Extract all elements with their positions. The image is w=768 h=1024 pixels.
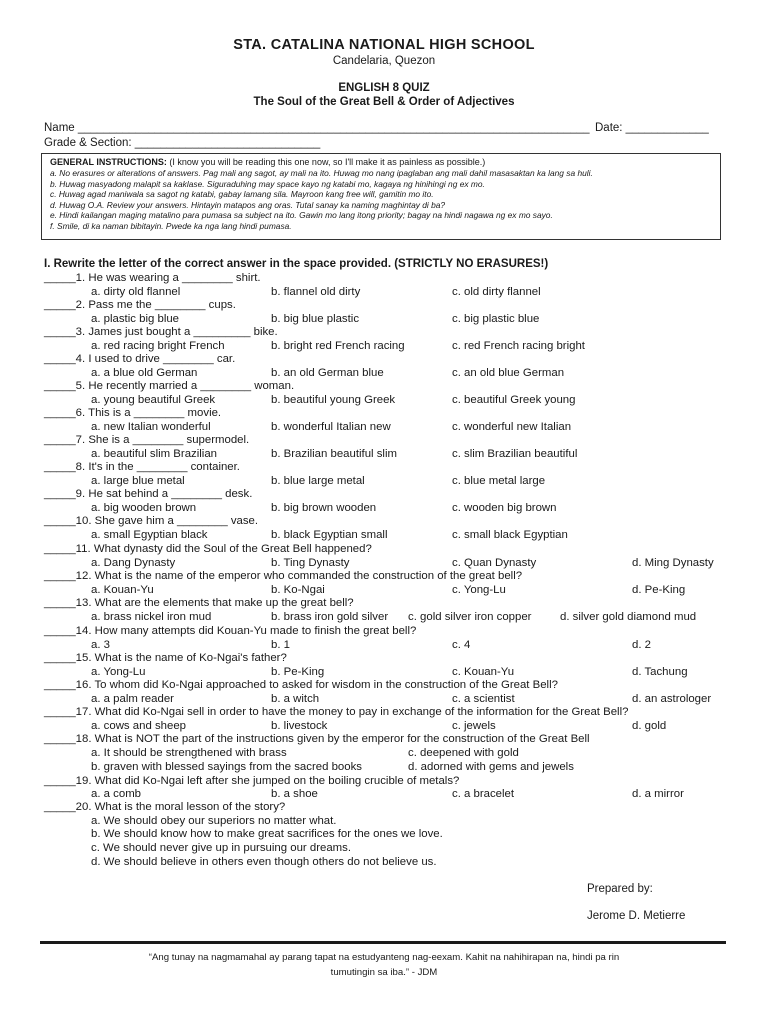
footer-divider — [40, 941, 726, 944]
q11-option-d: d. Ming Dynasty — [632, 557, 714, 569]
q10-option-c: c. small black Egyptian — [452, 529, 568, 541]
q13-option-a: a. brass nickel iron mud — [91, 611, 212, 623]
q15-option-a: a. Yong-Lu — [91, 666, 146, 678]
q1-option-c: c. old dirty flannel — [452, 286, 541, 298]
q14-option-a: a. 3 — [91, 639, 110, 651]
q13-option-b: b. brass iron gold silver — [271, 611, 389, 623]
q10-option-b: b. black Egyptian small — [271, 529, 388, 541]
q9-option-b: b. big brown wooden — [271, 502, 377, 514]
question-15: _____15. What is the name of Ko-Ngai's father? — [44, 652, 287, 664]
q6-option-a: a. new Italian wonderful — [91, 421, 211, 433]
q16-option-d: d. an astrologer — [632, 693, 712, 705]
question-2: _____2. Pass me the ________ cups. — [44, 299, 236, 311]
q2-option-a: a. plastic big blue — [91, 313, 180, 325]
q8-option-b: b. blue large metal — [271, 475, 365, 487]
q12-option-a: a. Kouan-Yu — [91, 584, 154, 596]
question-3: _____3. James just bought a _________ bike. — [44, 326, 278, 338]
instructions-box — [41, 153, 721, 240]
q3-option-b: b. bright red French racing — [271, 340, 405, 352]
q15-option-d: d. Tachung — [632, 666, 688, 678]
q20-option-a: a. We should obey our superiors no matter what. — [91, 815, 337, 827]
q4-option-a: a. a blue old German — [91, 367, 198, 379]
q12-option-c: c. Yong-Lu — [452, 584, 506, 596]
q4-option-b: b. an old German blue — [271, 367, 384, 379]
q13-option-c: c. gold silver iron copper — [408, 611, 532, 623]
q5-option-a: a. young beautiful Greek — [91, 394, 216, 406]
question-4: _____4. I used to drive ________ car. — [44, 353, 236, 365]
q8-option-c: c. blue metal large — [452, 475, 546, 487]
q11-option-a: a. Dang Dynasty — [91, 557, 176, 569]
question-10: _____10. She gave him a ________ vase. — [44, 515, 259, 527]
q6-option-b: b. wonderful Italian new — [271, 421, 391, 433]
q17-option-c: c. jewels — [452, 720, 496, 732]
footer-quote — [70, 950, 698, 980]
q3-option-c: c. red French racing bright — [452, 340, 585, 352]
q16-option-a: a. a palm reader — [91, 693, 174, 705]
q16-option-c: c. a scientist — [452, 693, 515, 705]
q8-option-a: a. large blue metal — [91, 475, 185, 487]
q16-option-b: b. a witch — [271, 693, 320, 705]
quote-line-2: tumutingin sa iba.” - JDM — [330, 967, 438, 978]
q15-option-b: b. Pe-King — [271, 666, 325, 678]
question-17: _____17. What did Ko-Ngai sell in order to have the money to pay in exchange of the information for the Great Bell? — [44, 706, 629, 718]
q18-option-b: b. graven with blessed sayings from the sacred books — [91, 761, 362, 773]
instruction-item: e. Hindi kailangan maging matalino para pumasa sa subject na ito. Gawin mo lang itong priority; bagay na hindi nagawa ng ex mo sayo. — [50, 210, 553, 221]
q11-option-b: b. Ting Dynasty — [271, 557, 350, 569]
question-14: _____14. How many attempts did Kouan-Yu made to finish the great bell? — [44, 625, 417, 637]
q20-option-d: d. We should believe in others even though others do not believe us. — [91, 856, 437, 868]
q17-option-a: a. cows and sheep — [91, 720, 186, 732]
q5-option-c: c. beautiful Greek young — [452, 394, 576, 406]
prepared-by-label: Prepared by: — [587, 883, 653, 895]
q19-option-a: a. a comb — [91, 788, 142, 800]
question-19: _____19. What did Ko-Ngai left after she jumped on the boiling crucible of metals? — [44, 775, 460, 787]
q9-option-c: c. wooden big brown — [452, 502, 557, 514]
q18-option-a: a. It should be strengthened with brass — [91, 747, 287, 759]
date-field: Date: _____________ — [595, 122, 709, 134]
q20-option-c: c. We should never give up in pursuing our dreams. — [91, 842, 352, 854]
q19-option-b: b. a shoe — [271, 788, 318, 800]
instructions-heading-line — [50, 157, 712, 168]
school-location: Candelaria, Quezon — [332, 55, 436, 67]
q18-option-d: d. adorned with gems and jewels — [408, 761, 574, 773]
question-6: _____6. This is a ________ movie. — [44, 407, 222, 419]
instruction-item: b. Huwag masyadong malapit sa kaklase. Siguraduhing may space kayo ng katabi mo, kagaya ng hinihingi ng ex mo. — [50, 178, 485, 189]
instruction-item: f. Smile, di ka naman bibitayin. Pwede ka nga lang hindi pumasa. — [50, 220, 292, 231]
q2-option-c: c. big plastic blue — [452, 313, 540, 325]
q19-option-c: c. a bracelet — [452, 788, 515, 800]
instruction-item: d. Huwag O.A. Review your answers. Hintayin matapos ang oras. Tutal sanay ka naming maghintay di ba? — [50, 199, 446, 210]
instruction-item: c. Huwag agad maniwala sa sagot ng katabi, gabay lamang sila. Mayroon kang free will, gamitin mo ito. — [50, 189, 434, 200]
q14-option-b: b. 1 — [271, 639, 290, 651]
q1-option-b: b. flannel old dirty — [271, 286, 361, 298]
instructions-heading: GENERAL INSTRUCTIONS: — [50, 157, 167, 167]
q10-option-a: a. small Egyptian black — [91, 529, 208, 541]
question-18: _____18. What is NOT the part of the instructions given by the emperor for the construction of the Great Bell — [44, 733, 590, 745]
q18-option-c: c. deepened with gold — [408, 747, 519, 759]
grade-section-field: Grade & Section: _____________________________ — [44, 137, 321, 149]
q7-option-a: a. beautiful slim Brazilian — [91, 448, 217, 460]
q2-option-b: b. big blue plastic — [271, 313, 360, 325]
question-5: _____5. He recently married a ________ woman. — [44, 380, 295, 392]
q4-option-c: c. an old blue German — [452, 367, 565, 379]
quiz-subtitle: The Soul of the Great Bell & Order of Adjectives — [253, 96, 515, 108]
q19-option-d: d. a mirror — [632, 788, 684, 800]
q6-option-c: c. wonderful new Italian — [452, 421, 572, 433]
q12-option-d: d. Pe-King — [632, 584, 686, 596]
q14-option-c: c. 4 — [452, 639, 471, 651]
q12-option-b: b. Ko-Ngai — [271, 584, 325, 596]
q7-option-c: c. slim Brazilian beautiful — [452, 448, 578, 460]
q13-option-d: d. silver gold diamond mud — [560, 611, 697, 623]
q14-option-d: d. 2 — [632, 639, 651, 651]
section-title: I. Rewrite the letter of the correct answer in the space provided. (STRICTLY NO ERASURES!) — [44, 258, 549, 270]
q7-option-b: b. Brazilian beautiful slim — [271, 448, 397, 460]
question-9: _____9. He sat behind a ________ desk. — [44, 488, 253, 500]
q20-option-b: b. We should know how to make great sacrifices for the ones we love. — [91, 828, 443, 840]
q3-option-a: a. red racing bright French — [91, 340, 225, 352]
question-20: _____20. What is the moral lesson of the story? — [44, 801, 286, 813]
quiz-title: ENGLISH 8 QUIZ — [338, 82, 430, 94]
name-field: Name ________________________________________________________________________________ — [44, 122, 590, 134]
instructions-note: (I know you will be reading this one now, so I'll make it as painless as possible.) — [169, 157, 486, 167]
question-12: _____12. What is the name of the emperor who commanded the construction of the great bell? — [44, 570, 523, 582]
school-name: STA. CATALINA NATIONAL HIGH SCHOOL — [233, 37, 535, 53]
q17-option-b: b. livestock — [271, 720, 328, 732]
question-13: _____13. What are the elements that make up the great bell? — [44, 597, 354, 609]
instruction-item: a. No erasures or alterations of answers. Pag mali ang sagot, ay mali na ito. Huwag mo nang ipaglaban ang mali dahil masasaktan ka lang sa huli. — [50, 168, 593, 178]
question-8: _____8. It's in the ________ container. — [44, 461, 240, 473]
question-16: _____16. To whom did Ko-Ngai approached to asked for wisdom in the construction of the Great Bell? — [44, 679, 558, 691]
q15-option-c: c. Kouan-Yu — [452, 666, 515, 678]
author-name: Jerome D. Metierre — [587, 910, 686, 922]
q1-option-a: a. dirty old flannel — [91, 286, 181, 298]
question-7: _____7. She is a ________ supermodel. — [44, 434, 250, 446]
q17-option-d: d. gold — [632, 720, 667, 732]
q5-option-b: b. beautiful young Greek — [271, 394, 396, 406]
q11-option-c: c. Quan Dynasty — [452, 557, 537, 569]
question-11: _____11. What dynasty did the Soul of the Great Bell happened? — [44, 543, 372, 555]
quote-line-1: “Ang tunay na nagmamahal ay parang tapat na estudyanteng nag-eexam. Kahit na nahihirapan na, hindi pa rin — [148, 952, 620, 963]
question-1: _____1. He was wearing a ________ shirt. — [44, 272, 261, 284]
q9-option-a: a. big wooden brown — [91, 502, 197, 514]
